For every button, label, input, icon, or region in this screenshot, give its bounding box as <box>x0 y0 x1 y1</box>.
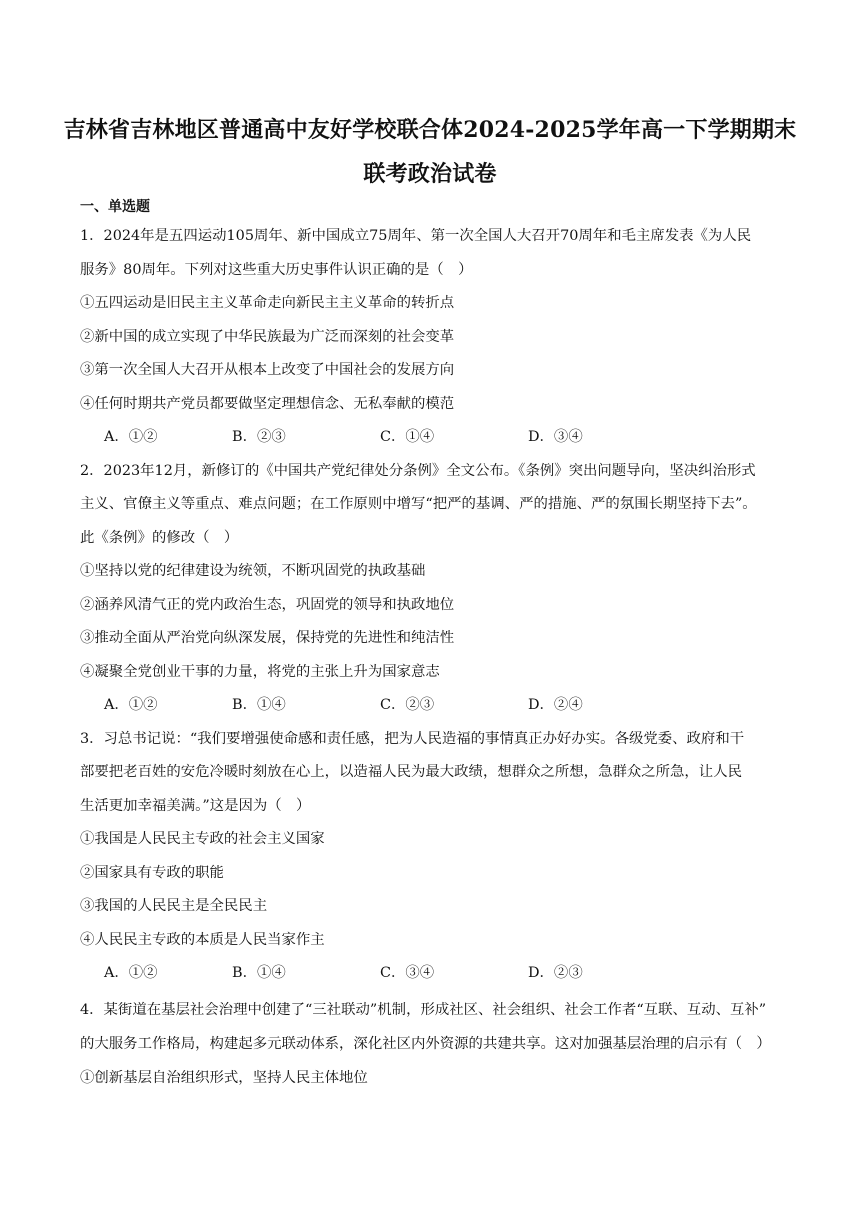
q2-statement-4: ④凝聚全党创业干事的力量，将党的主张上升为国家意志 <box>80 664 440 680</box>
q2-options <box>104 695 704 715</box>
q3-statement-1: ①我国是人民民主专政的社会主义国家 <box>80 831 325 847</box>
q1-option-c[interactable]: C．①④ <box>380 429 435 445</box>
q4-stem-line-1: 4．某街道在基层社会治理中创建了“三社联动”机制，形成社区、社会组织、社会工作者“互联、互动、互补” <box>80 1002 767 1018</box>
q2-statement-1: ①坚持以党的纪律建设为统领，不断巩固党的执政基础 <box>80 563 426 579</box>
q1-statement-1: ①五四运动是旧民主主义革命走向新民主主义革命的转折点 <box>80 295 455 311</box>
q1-stem-line-1: 1．2024年是五四运动105周年、新中国成立75周年、第一次全国人大召开70周年和毛主席发表《为人民 <box>80 228 752 244</box>
q1-statement-2: ②新中国的成立实现了中华民族最为广泛而深刻的社会变革 <box>80 329 455 345</box>
q1-statement-4: ④任何时期共产党员都要做坚定理想信念、无私奉献的模范 <box>80 396 455 412</box>
q3-option-c[interactable]: C．③④ <box>380 965 435 981</box>
q2-option-b[interactable]: B．①④ <box>232 697 286 713</box>
q3-stem-line-2: 部要把老百姓的安危冷暖时刻放在心上，以造福人民为最大政绩，想群众之所想，急群众之所急，让人民 <box>80 764 742 780</box>
q2-stem-line-1: 2．2023年12月，新修订的《中国共产党纪律处分条例》全文公布。《条例》突出问题导向，坚决纠治形式 <box>80 463 756 479</box>
q3-option-a[interactable]: A．①② <box>104 965 158 981</box>
q1-option-b[interactable]: B．②③ <box>232 429 286 445</box>
q3-stem-line-1: 3．习总书记说：“我们要增强使命感和责任感，把为人民造福的事情真正办好办实。各级党委、政府和干 <box>80 731 745 747</box>
q1-options <box>104 427 704 447</box>
q2-statement-3: ③推动全面从严治党向纵深发展，保持党的先进性和纯洁性 <box>80 630 455 646</box>
exam-title-line-1: 吉林省吉林地区普通高中友好学校联合体2024-2025学年高一下学期期末 <box>63 117 797 143</box>
q1-option-d[interactable]: D．③④ <box>528 429 583 445</box>
q2-option-c[interactable]: C．②③ <box>380 697 435 713</box>
q2-option-d[interactable]: D．②④ <box>528 697 583 713</box>
q3-statement-4: ④人民民主专政的本质是人民当家作主 <box>80 932 325 948</box>
section-heading: 一、单选题 <box>80 199 150 215</box>
q2-option-a[interactable]: A．①② <box>104 697 158 713</box>
q3-option-d[interactable]: D．②③ <box>528 965 583 981</box>
q2-stem-line-2: 主义、官僚主义等重点、难点问题；在工作原则中增写“把严的基调、严的措施、严的氛围长期坚持下去”。 <box>80 496 757 512</box>
q3-option-b[interactable]: B．①④ <box>232 965 286 981</box>
q1-option-a[interactable]: A．①② <box>104 429 158 445</box>
q3-stem-line-3: 生活更加幸福美满。”这是因为（ ） <box>80 798 311 814</box>
q2-statement-2: ②涵养风清气正的党内政治生态，巩固党的领导和执政地位 <box>80 597 455 613</box>
q2-stem-line-3: 此《条例》的修改（ ） <box>80 530 239 546</box>
exam-title-line-2: 联考政治试卷 <box>363 161 497 187</box>
q3-options <box>104 963 704 983</box>
q4-statement-1: ①创新基层自治组织形式，坚持人民主体地位 <box>80 1070 368 1086</box>
q4-stem-line-2: 的大服务工作格局，构建起多元联动体系，深化社区内外资源的共建共享。这对加强基层治理的启示有（ ） <box>80 1036 771 1052</box>
q3-statement-3: ③我国的人民民主是全民民主 <box>80 898 268 914</box>
q1-stem-line-2: 服务》80周年。下列对这些重大历史事件认识正确的是（ ） <box>80 262 473 278</box>
q3-statement-2: ②国家具有专政的职能 <box>80 865 224 881</box>
q1-statement-3: ③第一次全国人大召开从根本上改变了中国社会的发展方向 <box>80 362 455 378</box>
